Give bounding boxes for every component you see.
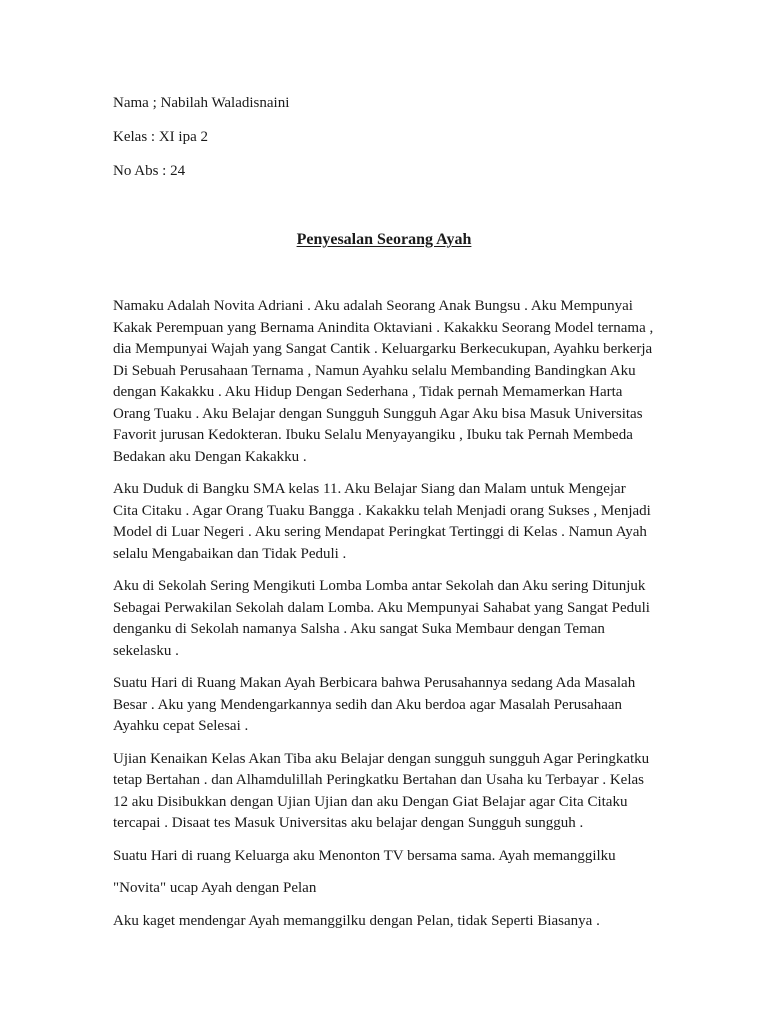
paragraph-line: Besar . Aku yang Mendengarkannya sedih dan Aku berdoa agar Masalah Perusahaan: [113, 696, 623, 713]
story-paragraph: [113, 878, 658, 900]
paragraph-line: denganku di Sekolah namanya Salsha . Aku sangat Suka Membaur dengan Teman: [113, 621, 605, 637]
paragraph-line: Suatu Hari di Ruang Makan Ayah Berbicara bahwa Perusahannya sedang Ada Masalah: [113, 675, 636, 691]
story-body: [113, 296, 658, 943]
paragraph-line: Ujian Kenaikan Kelas Akan Tiba aku Belajar dengan sungguh sungguh Agar Peringkatku: [113, 750, 650, 767]
paragraph-line: Cita Citaku . Agar Orang Tuaku Bangga . Kakakku telah Menjadi orang Sukses , Menjadi: [113, 502, 651, 519]
paragraph-line: Sebagai Perwakilan Sekolah dalam Lomba. Aku Mempunyai Sahabat yang Sangat Peduli: [113, 599, 650, 616]
paragraph-line: Ayahku cepat Selesai .: [113, 718, 249, 734]
paragraph-line: Favorit jurusan Kedokteran. Ibuku Selalu Menyayangiku , Ibuku tak Pernah Membeda: [113, 427, 633, 443]
story-title: [0, 229, 768, 251]
story-paragraph: [113, 749, 658, 835]
paragraph-line: sekelasku .: [113, 642, 179, 659]
story-paragraph: [113, 846, 658, 868]
paragraph-line: "Novita" ucap Ayah dengan Pelan: [113, 880, 317, 896]
student-name: Nama ; Nabilah Waladisnaini: [113, 95, 290, 111]
paragraph-line: Model di Luar Negeri . Aku sering Mendapat Peringkat Tertinggi di Kelas . Namun Ayah: [113, 524, 647, 540]
story-paragraph: [113, 576, 658, 662]
paragraph-line: Aku di Sekolah Sering Mengikuti Lomba Lomba antar Sekolah dan Aku sering Ditunjuk: [113, 578, 646, 594]
paragraph-line: Kakak Perempuan yang Bernama Anindita Oktaviani . Kakakku Seorang Model ternama ,: [113, 319, 654, 336]
story-paragraph: [113, 479, 658, 565]
paragraph-line: Aku kaget mendengar Ayah memanggilku dengan Pelan, tidak Seperti Biasanya .: [113, 912, 600, 929]
paragraph-line: Namaku Adalah Novita Adriani . Aku adalah Seorang Anak Bungsu . Aku Mempunyai: [113, 298, 633, 314]
paragraph-line: selalu Mengabaikan dan Tidak Peduli .: [113, 545, 347, 562]
paragraph-line: 12 aku Disibukkan dengan Ujian Ujian dan aku Dengan Giat Belajar agar Cita Citaku: [113, 793, 628, 810]
story-paragraph: [113, 911, 658, 933]
paragraph-line: tetap Bertahan . dan Alhamdulillah Peringkatku Bertahan dan Usaha ku Terbayar . Kelas: [113, 772, 645, 788]
paragraph-line: Bedakan aku Dengan Kakakku .: [113, 448, 307, 465]
paragraph-line: Suatu Hari di ruang Keluarga aku Menonton TV bersama sama. Ayah memanggilku: [113, 847, 616, 864]
paragraph-line: Aku Duduk di Bangku SMA kelas 11. Aku Belajar Siang dan Malam untuk Mengejar: [113, 481, 626, 497]
paragraph-line: dia Mempunyai Wajah yang Sangat Cantik . Keluargarku Berkecukupan, Ayahku berkerja: [113, 341, 653, 357]
paragraph-line: tercapai . Disaat tes Masuk Universitas aku belajar dengan Sungguh sungguh .: [113, 815, 584, 831]
student-number: No Abs : 24: [113, 163, 186, 179]
story-title-text: Penyesalan Seorang Ayah: [296, 231, 472, 248]
story-paragraph: [113, 296, 658, 468]
paragraph-line: dengan Kakakku . Aku Hidup Dengan Sederhana , Tidak pernah Memamerkan Harta: [113, 384, 623, 400]
student-class: Kelas : XI ipa 2: [113, 129, 208, 145]
paragraph-line: Orang Tuaku . Aku Belajar dengan Sungguh Sungguh Agar Aku bisa Masuk Universitas: [113, 405, 643, 422]
paragraph-line: Di Sebuah Perusahaan Ternama , Namun Ayahku selalu Membanding Bandingkan Aku: [113, 362, 636, 379]
story-paragraph: [113, 673, 658, 738]
